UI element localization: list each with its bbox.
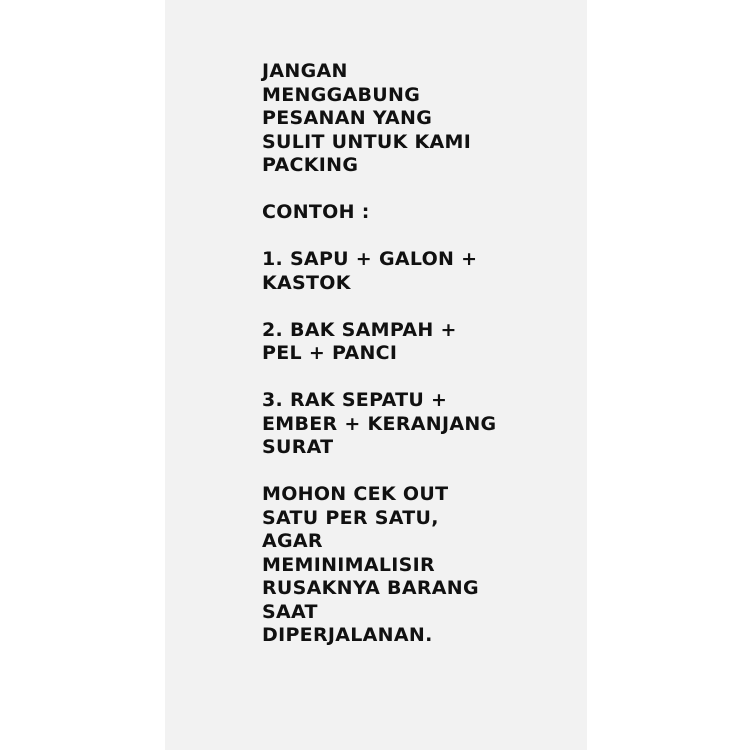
intro-line: JANGAN bbox=[262, 60, 348, 82]
closing-line: AGAR bbox=[262, 530, 323, 552]
example-line: SURAT bbox=[262, 436, 334, 458]
example-line: 2. BAK SAMPAH + bbox=[262, 318, 457, 341]
closing-line: RUSAKNYA BARANG bbox=[262, 577, 479, 599]
example-line: PEL + PANCI bbox=[262, 342, 398, 364]
closing-line: SATU PER SATU, bbox=[262, 506, 439, 529]
closing-line: MOHON CEK OUT bbox=[262, 483, 449, 505]
example-heading-block bbox=[262, 201, 562, 225]
spacer bbox=[262, 366, 562, 390]
spacer bbox=[262, 295, 562, 319]
intro-paragraph bbox=[262, 60, 562, 178]
spacer bbox=[262, 460, 562, 484]
intro-line: PACKING bbox=[262, 154, 359, 176]
example-line: EMBER + KERANJANG bbox=[262, 412, 497, 435]
closing-line: SAAT bbox=[262, 600, 318, 623]
notice-text bbox=[262, 60, 562, 648]
example-item-2 bbox=[262, 319, 562, 366]
spacer bbox=[262, 225, 562, 249]
spacer bbox=[262, 178, 562, 202]
example-line: 1. SAPU + GALON + bbox=[262, 248, 478, 270]
closing-line: MEMINIMALISIR bbox=[262, 553, 435, 576]
example-line: KASTOK bbox=[262, 271, 351, 294]
intro-line: PESANAN YANG bbox=[262, 107, 433, 129]
example-item-3 bbox=[262, 389, 562, 460]
closing-paragraph bbox=[262, 483, 562, 648]
example-item-1 bbox=[262, 248, 562, 295]
closing-line: DIPERJALANAN. bbox=[262, 624, 433, 646]
example-line: 3. RAK SEPATU + bbox=[262, 389, 448, 411]
example-heading: CONTOH : bbox=[262, 201, 370, 223]
intro-line: MENGGABUNG bbox=[262, 83, 421, 106]
intro-line: SULIT UNTUK KAMI bbox=[262, 130, 472, 153]
